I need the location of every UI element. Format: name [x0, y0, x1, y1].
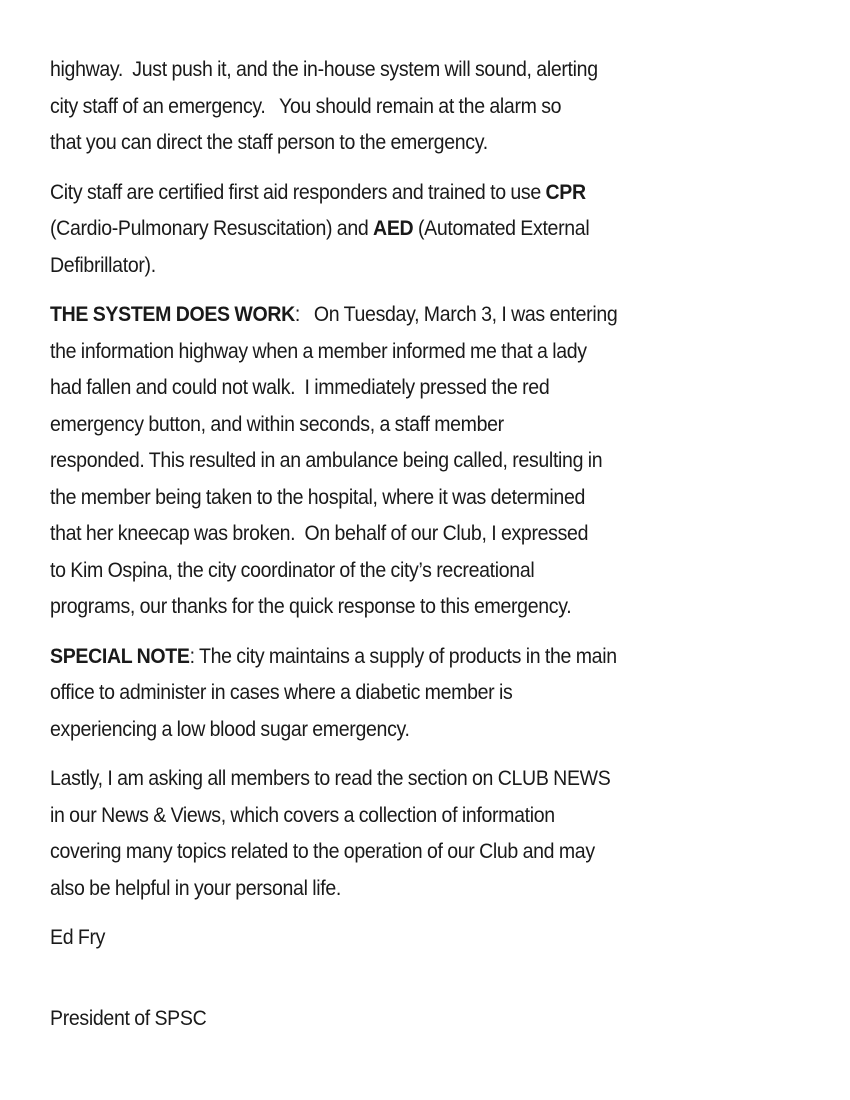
paragraph-alarm-instructions: [50, 52, 810, 162]
text-line: programs, our thanks for the quick response to this emergency.: [50, 595, 572, 618]
bold-term-aed: AED: [373, 217, 414, 240]
signature-spacer: [50, 957, 810, 1001]
text-line: that you can direct the staff person to the emergency.: [50, 131, 488, 154]
text-line: experiencing a low blood sugar emergency.: [50, 717, 410, 741]
section-heading-system-does-work: THE SYSTEM DOES WORK: [50, 303, 295, 326]
signature-block: [50, 920, 810, 1037]
text-line: covering many topics related to the operation of our Club and may: [50, 840, 595, 863]
text-line: to Kim Ospina, the city coordinator of the city’s recreational: [50, 558, 535, 582]
bold-term-cpr: CPR: [545, 180, 586, 204]
text-line: office to administer in cases where a diabetic member is: [50, 681, 513, 704]
paragraph-certified-staff: [50, 175, 810, 285]
paragraph-system-does-work: [50, 297, 810, 626]
text-line: (Cardio-Pulmonary Resuscitation) and AED (Automated External: [50, 217, 590, 240]
signature-title: President of SPSC: [50, 1006, 207, 1030]
section-heading-special-note: SPECIAL NOTE: [50, 644, 190, 668]
text-line: the information highway when a member informed me that a lady: [50, 339, 587, 363]
text-line: Lastly, I am asking all members to read the section on CLUB NEWS: [50, 767, 611, 790]
text-line: had fallen and could not walk. I immediately pressed the red: [50, 376, 550, 399]
text-line: city staff of an emergency. You should remain at the alarm so: [50, 94, 562, 118]
signature-name: Ed Fry: [50, 926, 106, 949]
text-line: THE SYSTEM DOES WORK: On Tuesday, March 3, I was entering: [50, 303, 618, 326]
paragraph-club-news: [50, 761, 810, 907]
text-line: emergency button, and within seconds, a staff member: [50, 412, 504, 436]
text-line: highway. Just push it, and the in-house system will sound, alerting: [50, 58, 598, 81]
text-line: also be helpful in your personal life.: [50, 876, 342, 900]
paragraph-special-note: [50, 639, 810, 749]
text-line: Defibrillator).: [50, 253, 156, 277]
text-line: the member being taken to the hospital, where it was determined: [50, 485, 586, 509]
document-page: [50, 52, 810, 1050]
text-line: responded. This resulted in an ambulance being called, resulting in: [50, 449, 603, 472]
text-line: City staff are certified first aid responders and trained to use CPR: [50, 180, 586, 204]
text-line: in our News & Views, which covers a collection of information: [50, 803, 555, 827]
text-line: that her kneecap was broken. On behalf of our Club, I expressed: [50, 522, 589, 545]
text-line: SPECIAL NOTE: The city maintains a supply of products in the main: [50, 644, 617, 668]
